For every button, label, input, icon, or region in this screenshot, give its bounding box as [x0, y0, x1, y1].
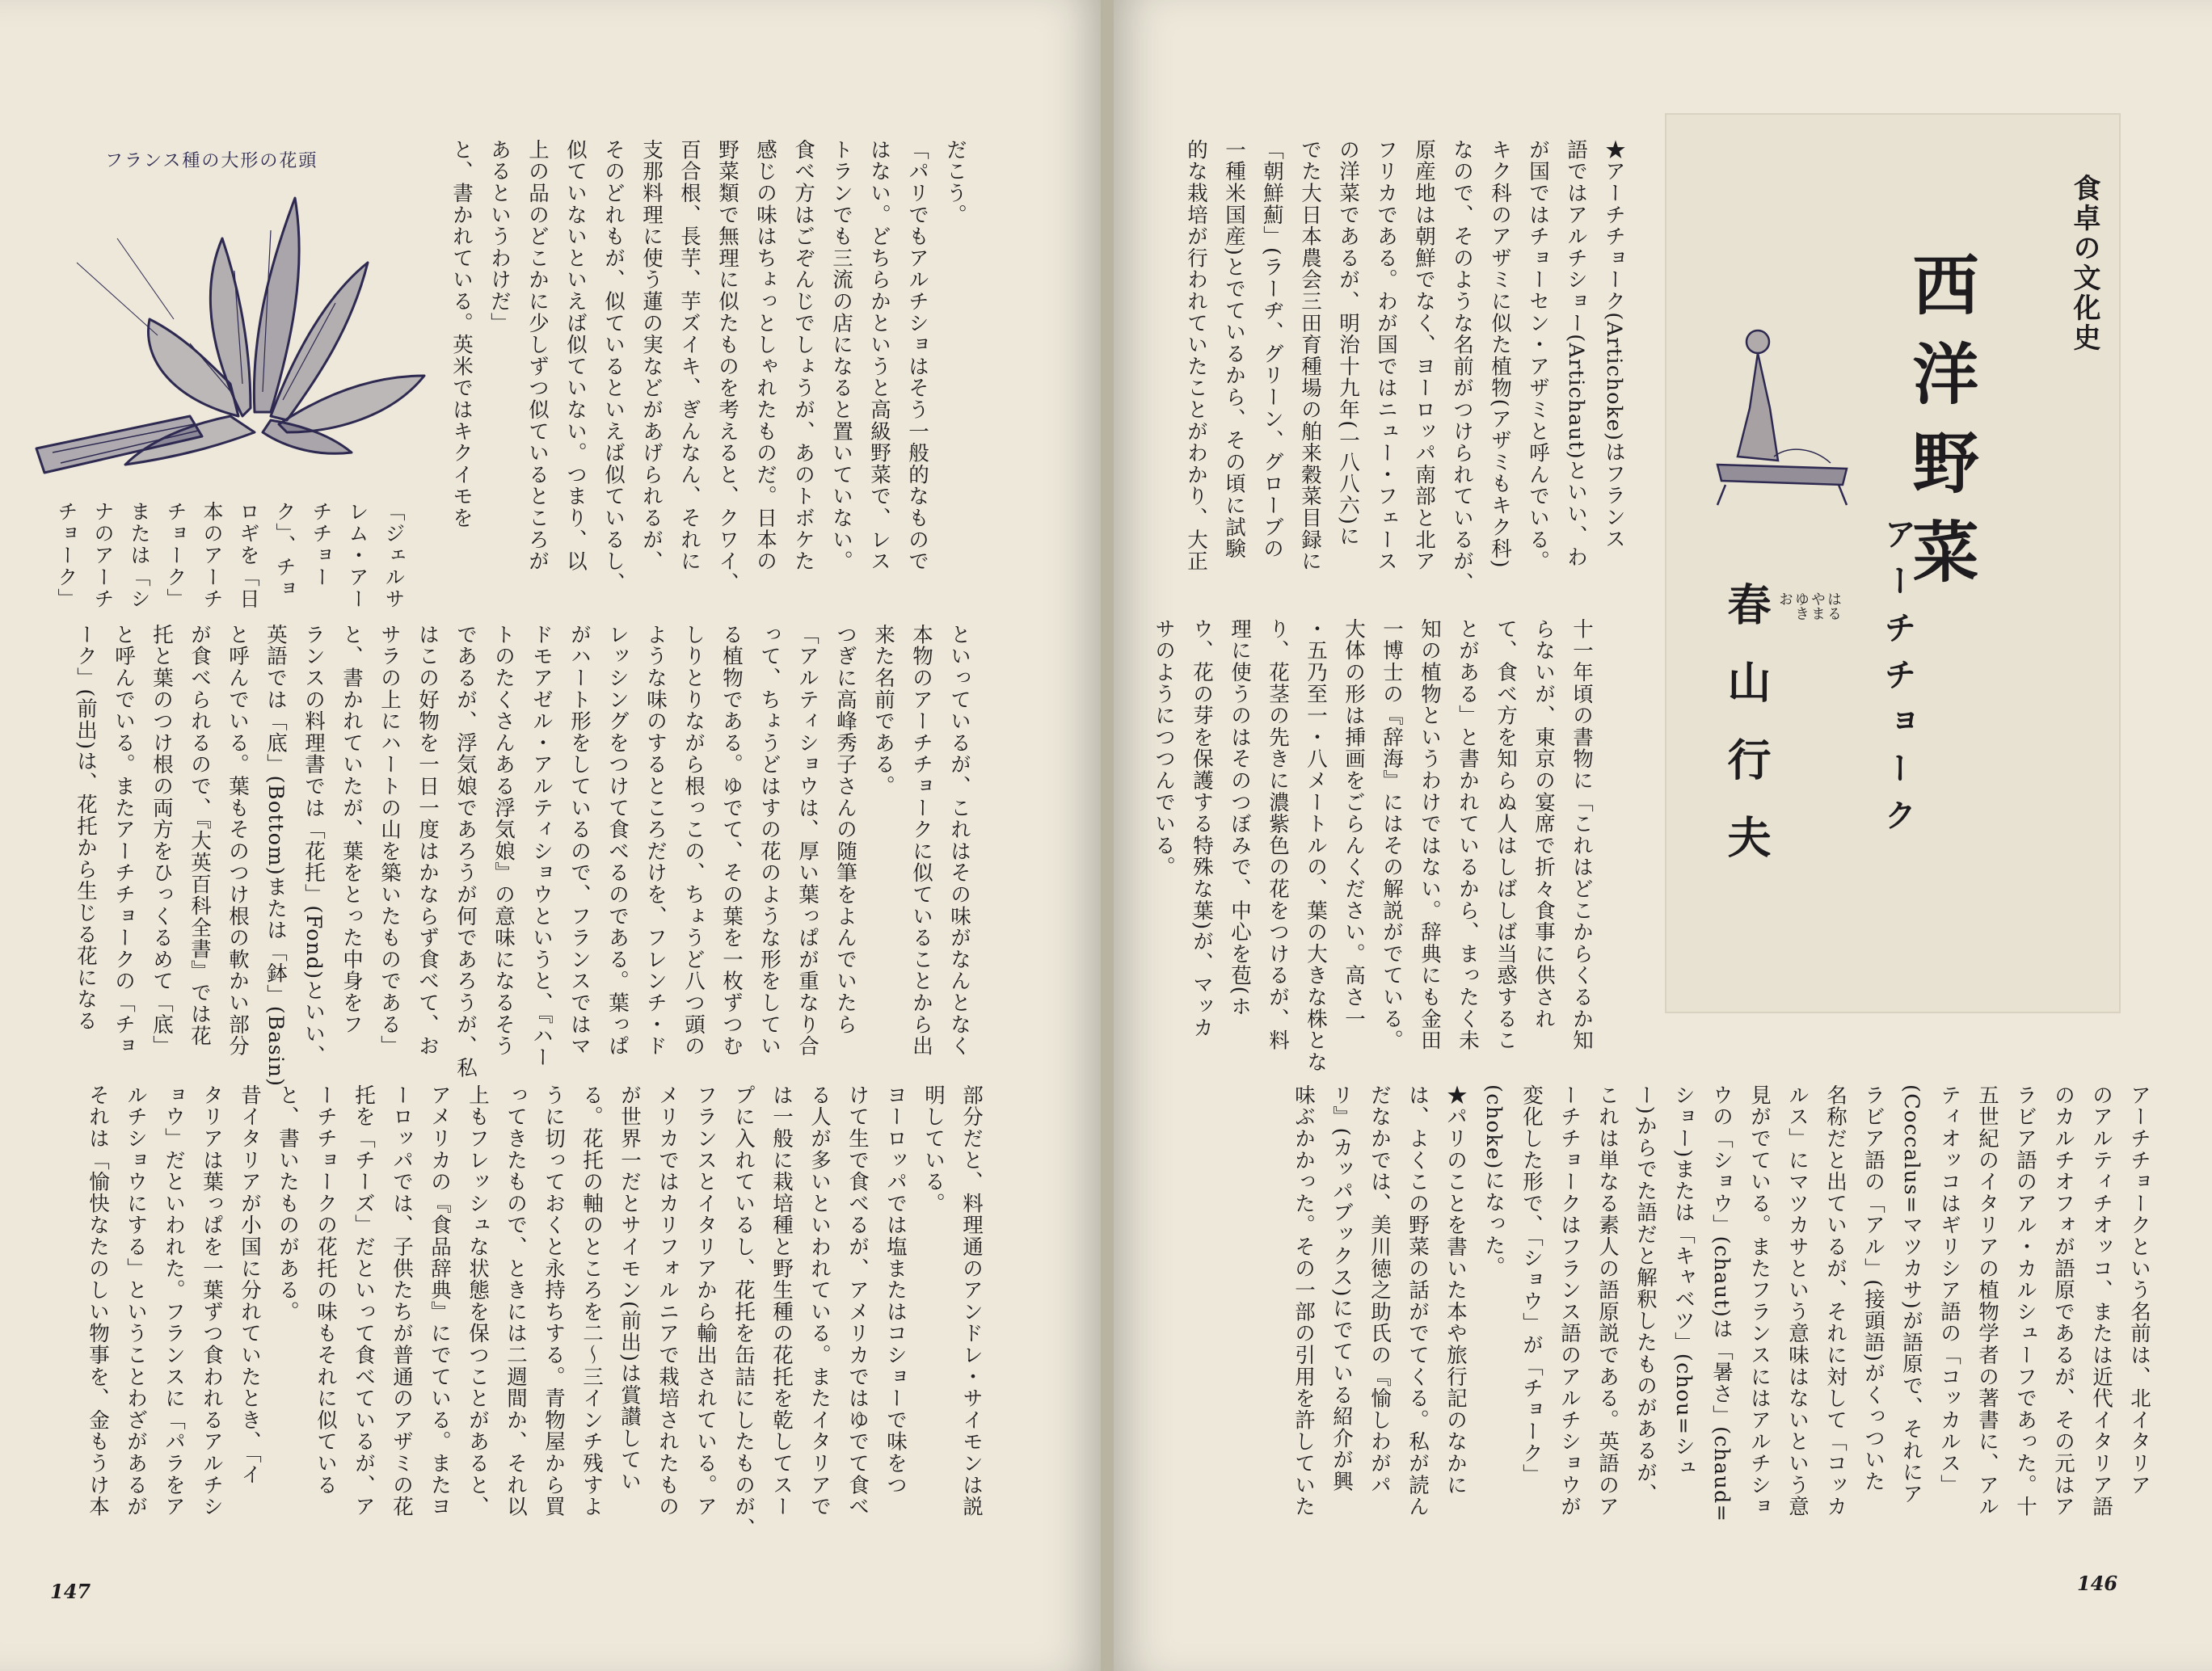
author-name: 春山行夫 — [1721, 582, 1772, 892]
ruby-2: やま — [1809, 591, 1826, 621]
author-vignette — [1701, 319, 1859, 509]
article-subtitle: アーチチョーク — [1879, 517, 1916, 845]
artichoke-illustration — [28, 174, 449, 481]
left-third-text: 部分だと、料理通のアンドレ・サイモンは説 明している。 ヨーロッパでは塩またはコショーで味をつ けて生で食べるが、アメリカではゆでて食べ る人が多いといわれている。またイタリアで は一般に栽培種と野生種の花托を乾してスー プに入れているし、花托を缶詰にしたものが、 フランスとイタリアから輸出されている。ア メリカではカリフォルニアで栽培されたもの が世界一だとサイモン(前出)は賞讃してい る。花托の軸のところを二〜三インチ残すよ うに切っておくと永持ちする。青物屋から買 ってきたもので、ときには二週間か、それ以 上もフレッシュな状態を保つことがあると、 アメリカの『食品辞典』にでている。またヨ ーロッパでは、子供たちが普通のアザミの花 托を「チーズ」だといって食べているが、ア ーチチョークの花托の味もそれに似ている と、書いたものがある。 昔イタリアが小国に分れていたとき、「イ タリアは葉っぱを一葉ずつ食われるアルチシ ョウ」だといわれた。フランスに「パラをア ルチショウにする」ということわざがあるが それは「愉快なたのしい物事を、金もうけ本 — [86, 1084, 984, 1539]
ruby-4: お — [1776, 591, 1793, 606]
right-page-number: 146 — [2077, 1572, 2118, 1595]
article-title: 西洋野菜 — [1902, 250, 1978, 606]
right-top-text: ★アーチチョーク(Artichoke)はフランス 語ではアルチショー(Artichaut)といい、わ が国ではチョーセン・アザミと呼んでいる。 キク科のアザミに似た植物(アザミもキク科) なので、そのような名前がつけられているが、 原産地は朝鮮でなく、ヨーロッパ南部と北ア フリカである。わが国ではニュー・フェース の洋菜であるが、明治十九年(一八八六)に でた大日本農会三田育種場の舶来穀菜目録に 「朝鮮薊」(ラーヂ、グリーン、グローブの 一種米国産)とでているから、その頃に試験 的な栽培が行われていたことがわかり、大正 — [1184, 139, 1626, 594]
book-gutter — [1101, 0, 1114, 1671]
author-ruby — [1776, 591, 1841, 669]
series-label: 食卓の文化史 — [2068, 174, 2100, 353]
left-top-text: だこう。 「パリでもアルチショはそう一般的なもので はない。どちらかというと高級野菜で、レス トランでも三流の店になると置いていない。 食べ方はごぞんじでしょうが、あのトボケた 感じの味はちょっとしゃれたものだ。日本の 野菜類で無理に似たものを考えると、クワイ、 百合根、長芋、芋ズイキ、ぎんなん、それに 支那料理に使う蓮の実などがあげられるが、 そのどれもが、似ているといえば似ているし、 似ていないといえば似ていない。つまり、以 上の品のどこかに少しずつ似ているところが あるというわけだ」 と、書かれている。英米ではキクイモを — [449, 139, 967, 594]
ruby-1: はる — [1825, 591, 1842, 621]
ruby-3: ゆき — [1793, 591, 1810, 621]
left-bottom-text: といっているが、これはその味がなんとなく 本物のアーチチョークに似ていることから出 来た名前である。 つぎに高峰秀子さんの随筆をよんでいたら 「アルティショウは、厚い葉っぱが重なり合 って、ちょうどはすの花のような形をしてい る植物である。ゆでて、その葉を一枚ずつむ しりとりながら根っこの、ちょうど八つ頭の ような味のするところだけを、フレンチ・ド レッシングをつけて食べるのである。葉っぱ がハート形をしているので、フランスではマ ドモアゼル・アルティショウというと、『ハー トのたくさんある浮気娘』の意味になるそう であるが、浮気娘であろうが何であろうが、私 はこの好物を一日一度はかならず食べて、お サラの上にハートの山を築いたものである」 と、書かれていたが、葉をとった中身をフ ランスの料理書では「花托」(Fond)といい、 英語では「底」(Bottom)または「鉢」(Basin) と呼んでいる。葉もそのつけ根の軟かい部分 が食べられるので、『大英百科全書』では花 托と葉のつけ根の両方をひっくるめて「底」 と呼んでいる。またアーチチョークの「チョ ーク」(前出)は、花托から生じる花になる — [74, 624, 971, 1088]
right-bottom-text: アーチチョークという名前は、北イタリア のアルティチオッコ、または近代イタリア語 のカルチオフォが語原であるが、その元はア ラビア語のアル・カルシューフであった。十 五世紀のイタリアの植物学者の著書に、アル ティオッコはギリシア語の「コッカルス」 (Coccalus=マツカサ)が語原で、それにア ラビア語の「アル」(接頭語)がくっついた 名称だと出ているが、それに対して「コッカ ルス」にマツカサという意味はないという意 見がでている。またフランスにはアルチショ ウの「ショウ」(chaut)は「暑さ」(chaud= ショー)または「キャベツ」(chou=シュ ー)からでた語だと解釈したものがあるが、 これは単なる素人の語原説である。英語のア ーチチョークはフランス語のアルチショウが 変化した形で、「ショウ」が「チョーク」 (choke)になった。 ★パリのことを書いた本や旅行記のなかに は、よくこの野菜の話がでてくる。私が読ん だなかでは、美川徳之助氏の『愉しわがパ リ』(カッパブックス)にでている紹介が興 味ぶかかった。その一部の引用を許していた — [1291, 1084, 2151, 1523]
illustration-caption: フランス種の大形の花頭 — [105, 151, 318, 171]
right-middle-text: 十一年頃の書物に「これはどこからくるか知 らないが、東京の宴席で折々食事に供され て、食べ方を知らぬ人はしばしば当惑するこ とがある」と書かれているから、まったく未 知の植物というわけではない。辞典にも金田 一博士の『辞海』にはその解説がでている。 大体の形は挿画をごらんください。高さ一 ・五乃至一・八メートルの、葉の大きな株とな り、花茎の先きに濃紫色の花をつけるが、料 理に使うのはそのつぼみで、中心を苞(ホ ウ、花の芽を保護する特殊な葉)が、マッカ サのようにつつんでいる。 — [1152, 618, 1594, 1073]
left-side-text: 「ジェルサ レム・アー チチョー ク」、チョ ロギを「日 本のアーチ チョーク」 または「シ ナのアーチ チョーク」 — [55, 501, 406, 610]
left-page-number: 147 — [50, 1580, 91, 1603]
